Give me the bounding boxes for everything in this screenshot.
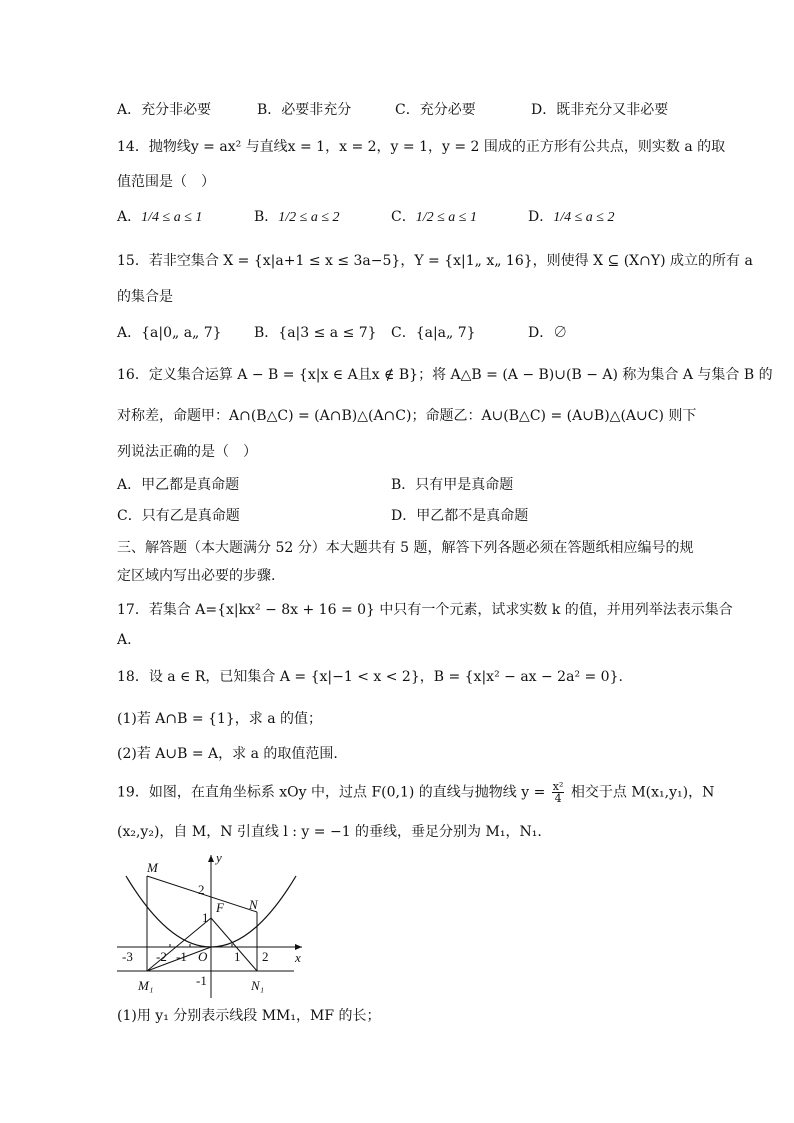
q16-option-c: C．只有乙是真命题 [117, 508, 240, 524]
q19-stem-line2: (x₂,y₂)，自 M，N 引直线 l : y = −1 的垂线，垂足分别为 M₁，N₁. [117, 824, 542, 840]
option-math: 1/4 ≤ a ≤ 1 [141, 210, 203, 225]
x-tick-2: 2 [262, 949, 269, 964]
q14-stem-line2: 值范围是（ ） [117, 174, 215, 190]
q15-stem-line2: 的集合是 [117, 289, 173, 305]
q16-option-b: B．只有甲是真命题 [391, 477, 514, 493]
point-label-f: F [216, 900, 224, 915]
parabola-figure [112, 850, 312, 1000]
q17-stem-line2: A. [117, 632, 132, 648]
point-label-m: M [147, 860, 158, 875]
x-tick-1: 1 [234, 949, 241, 964]
option-math: 1/4 ≤ a ≤ 2 [553, 210, 615, 225]
x-tick-neg3: -3 [122, 949, 133, 964]
q19-stem-line1-a: 19．如图，在直角坐标系 xOy 中，过点 F(0,1) 的直线与抛物线 y = [117, 784, 546, 801]
fraction-numerator: x² [552, 780, 564, 793]
q15-option-b: B．{a|3 ≤ a ≤ 7} [254, 325, 377, 341]
axis-label-x: x [295, 950, 301, 965]
q15-option-d: D．∅ [528, 325, 568, 341]
q13-option-c: C．充分必要 [395, 102, 476, 118]
q13-option-b: B．必要非充分 [257, 102, 352, 118]
x-tick-neg1: -1 [176, 949, 187, 964]
q14-option-d [528, 207, 615, 228]
point-label-m1: M₁ [138, 978, 154, 993]
q19-part1: (1)用 y₁ 分别表示线段 MM₁，MF 的长； [117, 1008, 381, 1024]
q16-option-a: A．甲乙都是真命题 [117, 477, 240, 493]
y-tick-1: 1 [202, 910, 209, 925]
q16-option-d: D．甲乙都不是真命题 [391, 508, 529, 524]
option-math: 1/2 ≤ a ≤ 2 [278, 210, 340, 225]
q15-stem-line1: 15．若非空集合 X = {x|a+1 ≤ x ≤ 3a−5}，Y = {x|1„ x„ 16}，则使得 X ⊆ (X∩Y) 成立的所有 a [117, 253, 753, 269]
option-letter: A． [117, 209, 142, 225]
y-tick-neg1: -1 [196, 973, 207, 988]
q15-option-c: C．{a|a„ 7} [391, 325, 476, 341]
point-label-n: N [249, 897, 258, 912]
q14-stem-line1: 14．抛物线y = ax² 与直线x = 1，x = 2，y = 1，y = 2 围成的正方形有公共点，则实数 a 的取 [117, 139, 726, 155]
q18-part1: (1)若 A∩B = {1}，求 a 的值； [117, 711, 323, 727]
axis-label-y: y [216, 850, 222, 865]
point-label-n1: N₁ [251, 978, 265, 993]
q18-stem: 18．设 a ∈ R，已知集合 A = {x|−1 < x < 2}，B = {x|x² − ax − 2a² = 0}. [117, 669, 623, 685]
q19-stem-line1 [117, 781, 714, 804]
y-tick-2: 2 [198, 882, 205, 897]
q14-option-b [254, 207, 340, 228]
x-tick-neg2: -2 [156, 949, 167, 964]
q16-stem-line2: 对称差，命题甲：A∩(B△C) = (A∩B)△(A∩C)；命题乙：A∪(B△C) = (A∪B)△(A∪C) 则下 [117, 408, 697, 424]
option-letter: D． [528, 209, 554, 225]
q16-stem-line1: 16．定义集合运算 A − B = {x|x ∈ A且x ∉ B}；将 A△B = (A − B)∪(B − A) 称为集合 A 与集合 B 的 [117, 367, 773, 383]
q13-option-a: A．充分非必要 [117, 102, 212, 118]
q14-option-c [391, 207, 477, 228]
q18-part2: (2)若 A∪B = A，求 a 的取值范围. [117, 746, 338, 762]
section3-heading-line1: 三、解答题（本大题满分 52 分）本大题共有 5 题，解答下列各题必须在答题纸相应编号的规 [117, 540, 694, 556]
option-letter: C． [391, 209, 416, 225]
q19-stem-line1-b: 相交于点 M(x₁,y₁)，N [570, 784, 715, 801]
q15-option-a: A．{a|0„ a„ 7} [117, 325, 222, 341]
q13-option-d: D．既非充分又非必要 [531, 102, 669, 118]
q16-stem-line3: 列说法正确的是（ ） [117, 444, 257, 460]
q14-option-a [117, 207, 202, 228]
fraction-x2-over-4 [552, 781, 565, 804]
q17-stem-line1: 17．若集合 A={x|kx² − 8x + 16 = 0} 中只有一个元素，试求实数 k 的值，并用列举法表示集合 [117, 602, 733, 618]
option-math: 1/2 ≤ a ≤ 1 [415, 210, 477, 225]
y-axis-arrow [208, 855, 214, 862]
fraction-denominator: 4 [554, 792, 562, 805]
origin-label: O [198, 949, 208, 964]
section3-heading-line2: 定区域内写出必要的步骤. [117, 568, 276, 584]
option-letter: B． [254, 209, 279, 225]
